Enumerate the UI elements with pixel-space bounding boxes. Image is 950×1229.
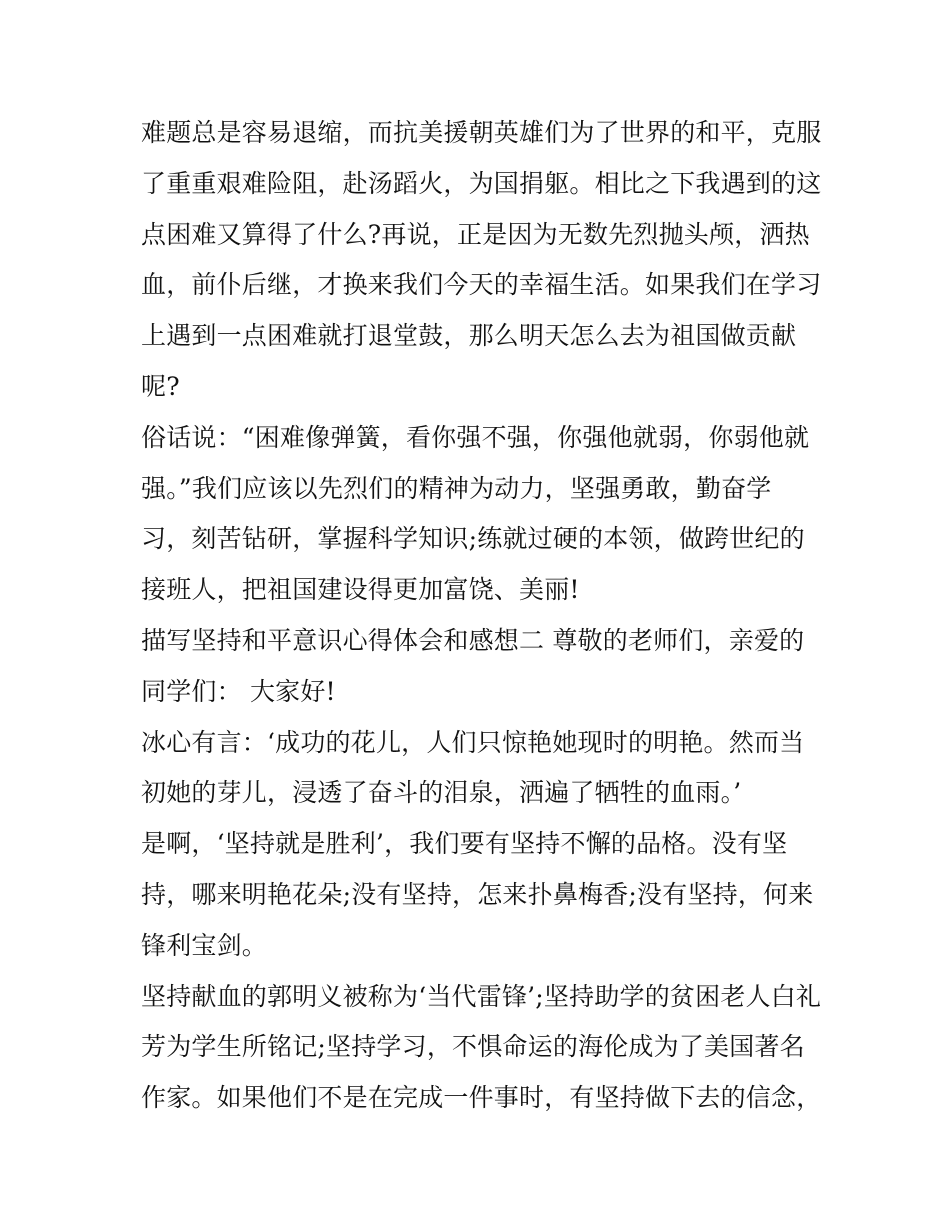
text-line: 作家。如果他们不是在完成一件事时，有坚持做下去的信念，: [141, 1083, 822, 1113]
text-line: 描写坚持和平意识心得体会和感想二 尊敬的老师们，亲爱的: [141, 625, 805, 655]
text-line: 芳为学生所铭记;坚持学习，不惧命运的海伦成为了美国著名: [141, 1032, 805, 1062]
text-line: 是啊，‘坚持就是胜利’，我们要有坚持不懈的品格。没有坚: [141, 829, 788, 859]
text-line: 点困难又算得了什么?再说，正是因为无数先烈抛头颅，洒热: [141, 219, 810, 249]
text-line: 习，刻苦钻研，掌握科学知识;练就过硬的本领，做跨世纪的: [141, 524, 805, 554]
text-line: 坚持献血的郭明义被称为‘当代雷锋’;坚持助学的贫困老人白礼: [141, 981, 822, 1011]
text-line: 持，哪来明艳花朵;没有坚持，怎来扑鼻梅香;没有坚持，何来: [141, 879, 814, 909]
text-line: 呢?: [141, 371, 180, 401]
text-line: 冰心有言：‘成功的花儿，人们只惊艳她现时的明艳。然而当: [141, 727, 805, 757]
text-line: 强。”我们应该以先烈们的精神为动力，坚强勇敢，勤奋学: [141, 473, 772, 503]
text-line: 上遇到一点困难就打退堂鼓，那么明天怎么去为祖国做贡献: [141, 321, 797, 351]
text-line: 初她的芽儿，浸透了奋斗的泪泉，洒遍了牺牲的血雨。’: [141, 778, 742, 808]
text-line: 难题总是容易退缩，而抗美援朝英雄们为了世界的和平，克服: [141, 118, 822, 147]
text-line: 接班人，把祖国建设得更加富饶、美丽!: [141, 575, 580, 605]
text-line: 血，前仆后继，才换来我们今天的幸福生活。如果我们在学习: [141, 270, 822, 300]
text-line: 锋利宝剑。: [141, 930, 268, 960]
body-text: [141, 108, 821, 1124]
text-line: 同学们： 大家好!: [141, 676, 336, 706]
text-line: 了重重艰难险阻，赴汤蹈火，为国捐躯。相比之下我遇到的这: [141, 168, 822, 198]
text-line: 俗话说：“困难像弹簧，看你强不强，你强他就弱，你弱他就: [141, 422, 810, 452]
